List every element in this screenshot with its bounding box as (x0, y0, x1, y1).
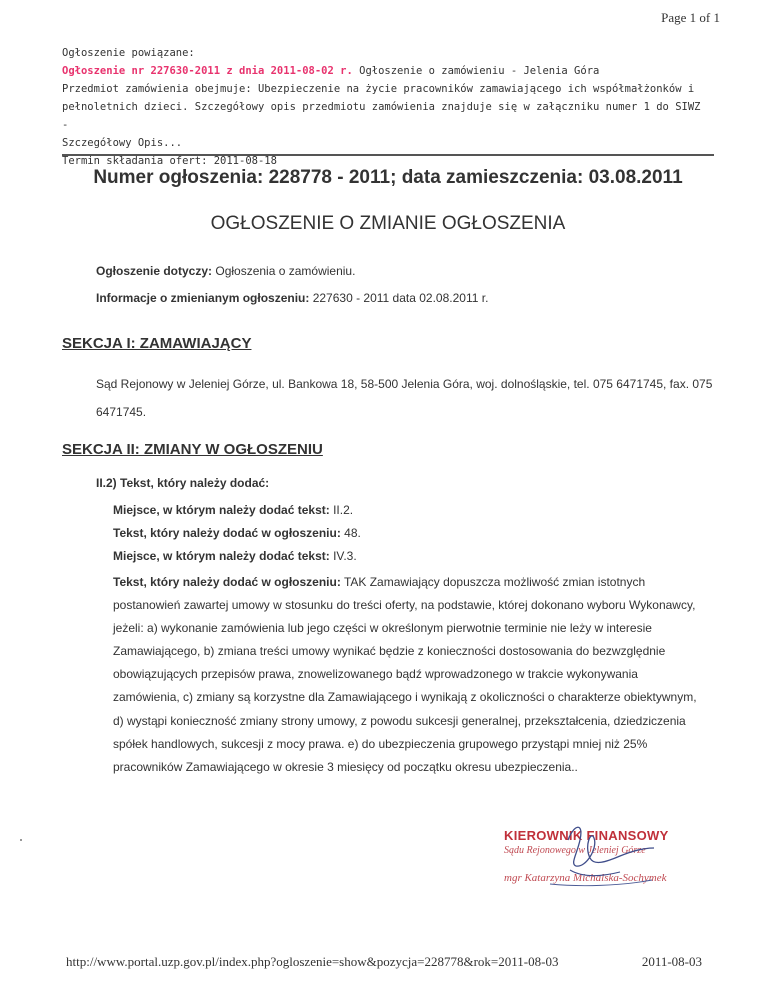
related-notice-label: Ogłoszenie powiązane: (62, 47, 195, 59)
handwritten-signature (540, 818, 660, 888)
related-notice-deadline: Termin składania ofert: 2011-08-18 (62, 155, 277, 167)
contractor-details: Sąd Rejonowy w Jeleniej Górze, ul. Bankowa 18, 58-500 Jelenia Góra, woj. dolnośląskie, tel. 075 6471745, fax. 075 6471745. (96, 377, 713, 419)
change-item-value: II.2. (329, 503, 354, 517)
change-item-value: 48. (340, 526, 361, 540)
change-item-label: Miejsce, w którym należy dodać tekst: (113, 503, 330, 517)
section-1-heading: SEKCJA I: ZAMAWIAJĄCY (62, 335, 252, 352)
page-number: Page 1 of 1 (661, 10, 720, 25)
related-notice (62, 44, 712, 170)
change-item-value: IV.3. (329, 549, 357, 563)
change-item (113, 549, 357, 563)
scan-speck (20, 839, 22, 841)
notice-concerns-value: Ogłoszenia o zamówieniu. (212, 264, 356, 278)
subsection-heading: II.2) Tekst, który należy dodać: (96, 476, 270, 490)
change-item-label: Tekst, który należy dodać w ogłoszeniu: (113, 526, 341, 540)
change-text-value: TAK Zamawiający dopuszcza możliwość zmian istotnych postanowień zawartej umowy w stosunku do treści oferty, na podstawie, której dokonano wyboru Wykonawcy, jeżeli: a) wykonanie zamówienia lub jego części w określonym pierwotnie terminie nie leży w interesie Zamawiającego, b) zmiana treści umowy wynikać będzie z konieczności dostosowania do bezwzględnie obowiązujących przepisów prawa, znowelizowanego bądź wprowadzonego w trakcie wykonywania zamówienia, c) zmiany są korzystne dla Zamawiającego i wynikają z okoliczności o charakterze obiektywnym, d) wystąpi konieczność zmiany strony umowy, z powodu sukcesji generalnej, przekształcenia, dziedziczenia spółek handlowych, sukcesji z mocy prawa. e) do ubezpieczenia grupowego przystąpi mniej niż 25% pracowników Zamawiającego w okresie 3 miesięcy od początku okresu ubezpieczenia.. (113, 575, 697, 774)
header-divider (62, 154, 714, 156)
related-notice-line2: Przedmiot zamówienia obejmuje: Ubezpieczenie na życie pracowników zamawiającego ich współmałżonków i (62, 83, 695, 95)
change-item (113, 503, 353, 517)
section-2-heading: SEKCJA II: ZMIANY W OGŁOSZENIU (62, 441, 323, 458)
stamp-title: KIEROWNIK FINANSOWY (504, 828, 669, 843)
related-notice-link-rest: Ogłoszenie o zamówieniu - Jelenia Góra (352, 65, 600, 77)
related-notice-line3: pełnoletnich dzieci. Szczegółowy opis przedmiotu zamówienia znajduje się w załączniku numer 1 do SIWZ - (62, 101, 701, 131)
stamp-court: Sądu Rejonowego w Jeleniej Górze (504, 845, 646, 856)
notice-concerns (96, 264, 355, 278)
footer-date: 2011-08-03 (641, 954, 702, 969)
change-item (113, 526, 361, 540)
related-notice-line1 (62, 62, 712, 80)
changed-notice-info-value: 227630 - 2011 data 02.08.2011 r. (309, 291, 489, 305)
change-text-paragraph (113, 571, 707, 779)
changed-notice-info (96, 291, 488, 305)
footer-url[interactable]: http://www.portal.uzp.gov.pl/index.php?ogloszenie=show&pozycja=228778&rok=2011-08-03 (66, 954, 559, 969)
main-heading: Numer ogłoszenia: 228778 - 2011; data zamieszczenia: 03.08.2011 (93, 167, 683, 188)
change-item-label: Miejsce, w którym należy dodać tekst: (113, 549, 330, 563)
related-notice-line4: Szczegółowy Opis... (62, 137, 183, 149)
notice-title: OGŁOSZENIE O ZMIANIE OGŁOSZENIA (210, 213, 566, 234)
change-text-label: Tekst, który należy dodać w ogłoszeniu: (113, 575, 341, 589)
related-notice-link[interactable]: Ogłoszenie nr 227630-2011 z dnia 2011-08-02 r. (62, 65, 353, 77)
notice-concerns-label: Ogłoszenie dotyczy: (96, 264, 213, 278)
changed-notice-info-label: Informacje o zmienianym ogłoszeniu: (96, 291, 310, 305)
stamp-person: mgr Katarzyna Michalska-Sochymek (504, 872, 667, 884)
